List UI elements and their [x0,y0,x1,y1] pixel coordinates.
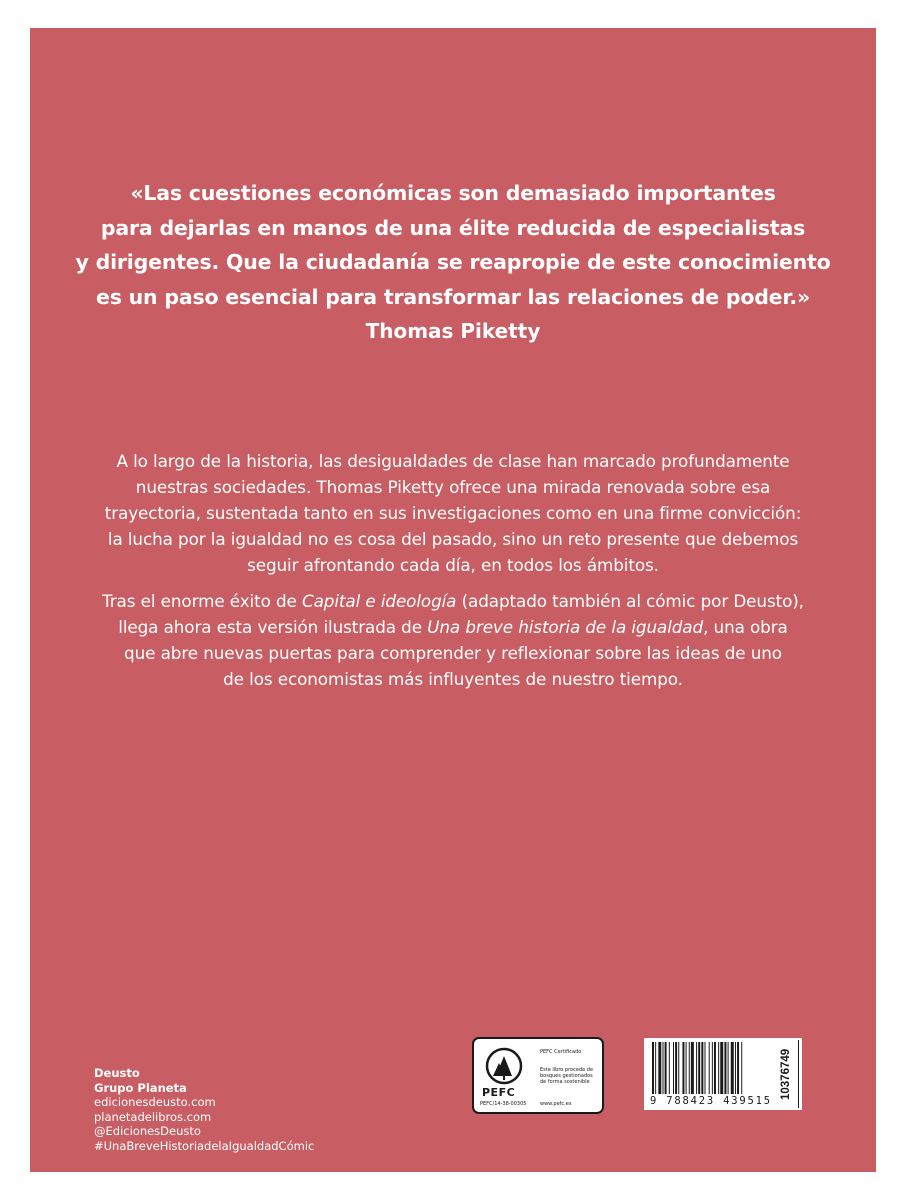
paragraph-line: de los economistas más influyentes de nuestro tiempo. [223,669,683,689]
barcode-bar [728,1042,729,1094]
barcode-bar [658,1042,661,1094]
barcode-bar [691,1042,694,1094]
barcode-bar [663,1042,664,1094]
quote-line: «Las cuestiones económicas son demasiado importantes [130,181,776,205]
pefc-url: www.pefc.es [540,1101,572,1107]
book-title-igualdad: Una breve historia de la igualdad [427,617,704,637]
paragraph-line: seguir afrontando cada día, en todos los ámbitos. [247,555,659,575]
publisher-group: Grupo Planeta [94,1080,187,1095]
pefc-certification-label [472,1037,604,1114]
paragraph-line: A lo largo de la historia, las desigualdades de clase han marcado profundamente [116,451,790,471]
pefc-logo-text: PEFC [482,1086,516,1099]
barcode-bar [735,1042,736,1094]
book-title-capital: Capital e ideología [302,591,457,611]
text-run: llega ahora esta versión ilustrada de [118,617,428,637]
barcode-bar [731,1042,734,1094]
barcode-bar [652,1042,654,1094]
paragraph-line: que abre nuevas puertas para comprender y reflexionar sobre las ideas de uno [124,643,782,663]
pefc-note: Este libro procede de bosques gestionados de forma sostenible [540,1067,594,1085]
barcode-digits: 9 788423 439515 [650,1095,772,1107]
back-cover [30,28,876,1172]
paragraph-line [30,614,876,640]
barcode-bar [724,1042,726,1094]
paragraph-line: trayectoria, sustentada tanto en sus investigaciones como en una firme convicción: [104,503,802,523]
barcode-bar [686,1042,687,1094]
barcode-bar [709,1042,710,1094]
paragraph-line: la lucha por la igualdad no es cosa del pasado, sino un reto presente que debemos [107,529,799,549]
barcode-bar [655,1042,656,1094]
barcode-bar [718,1042,719,1094]
barcode-bar [712,1042,713,1094]
quote-line: y dirigentes. Que la ciudadanía se reapropie de este conocimiento [75,250,831,274]
quote [30,176,876,314]
publisher-imprint [94,1066,314,1153]
barcode-bar [682,1042,684,1094]
paragraph-line: nuestras sociedades. Thomas Piketty ofrece una mirada renovada sobre esa [135,477,771,497]
website-link[interactable]: planetadelibros.com [94,1109,212,1124]
barcode-bar [696,1042,697,1094]
quote-line: para dejarlas en manos de una élite reducida de especialistas [100,215,806,240]
barcode-bar [741,1042,742,1094]
barcode-bar [698,1042,700,1094]
barcode-bar [665,1042,667,1094]
text-run: , una obra [703,617,788,637]
barcode-bar [705,1042,706,1094]
description-paragraph-2 [30,588,876,692]
pefc-certified: PEFC Certificado [540,1049,582,1055]
website-link[interactable]: edicionesdeusto.com [94,1095,216,1109]
barcode-bar [689,1042,690,1094]
text-run: Tras el enorme éxito de [102,591,302,611]
product-code: 10376749 [780,1040,799,1108]
barcode-bar [720,1042,723,1094]
social-handle: @EdicionesDeusto [94,1124,201,1138]
isbn-barcode [644,1038,802,1110]
barcode-bar [678,1042,679,1094]
pefc-code: PEFC/14-38-00305 [480,1101,527,1107]
barcode-bar [714,1042,716,1094]
publisher-name: Deusto [94,1066,140,1080]
barcode-bar [675,1042,677,1094]
paragraph-line [30,588,876,614]
hashtag: #UnaBreveHistoriadelaIgualdadCómic [94,1138,315,1153]
barcode-bar [669,1042,670,1094]
description-paragraph-1 [30,448,876,578]
quote-line: es un paso esencial para transformar las relaciones de poder.» [96,284,810,309]
quote-author: Thomas Piketty [365,319,541,343]
barcode-bar [701,1042,703,1094]
barcode-bar [737,1042,739,1094]
barcode-bars [650,1042,776,1094]
text-run: (adaptado también al cómic por Deusto), [456,591,804,611]
barcode-bar [673,1042,674,1094]
